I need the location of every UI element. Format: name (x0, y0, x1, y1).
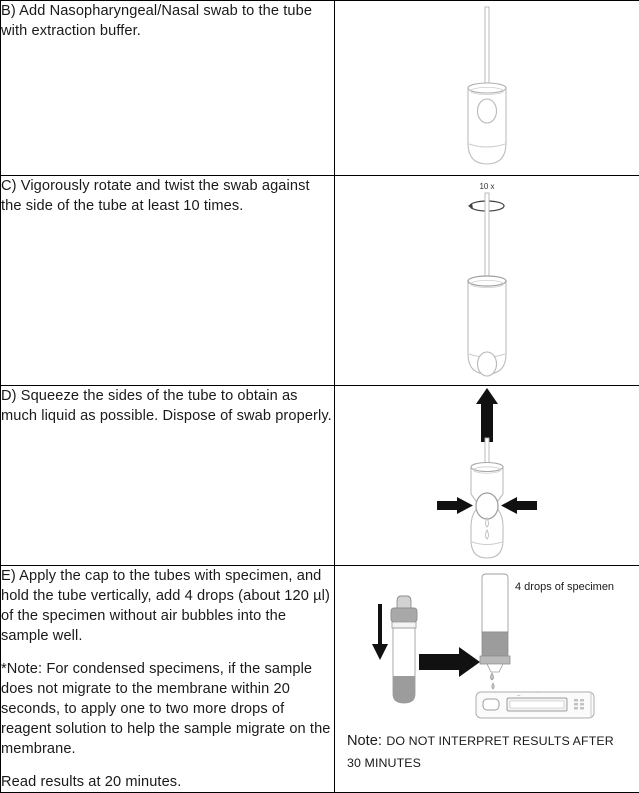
invert-down-arrow-icon (372, 604, 388, 660)
tube-liquid-fill-icon (482, 632, 508, 656)
step-e-instruction: E) Apply the cap to the tubes with specimen, and hold the tube vertically, add 4 drops (about 120 µl) of the specimen without air bubbles into the sample well. (1, 566, 334, 646)
table-row (1, 566, 639, 793)
test-cassette-icon (476, 692, 594, 718)
note-body: DO NOT INTERPRET RESULTS AFTER 30 MINUTES (347, 734, 614, 770)
control-line-mark-icon: – (517, 693, 521, 699)
step-b-text-cell (1, 1, 335, 176)
tube-nozzle-icon (487, 664, 503, 672)
pull-up-arrow-icon (476, 388, 498, 442)
result-strip-icon (510, 701, 564, 708)
swab-rotating-in-tube-figure (335, 176, 639, 385)
tube-nozzle-icon (397, 596, 411, 608)
step-c-figure-cell (335, 176, 639, 386)
test-line-mark-icon: ‾ (535, 692, 539, 699)
tube-bulge-icon (476, 493, 498, 519)
swab-inserted-in-tube-figure (335, 1, 639, 175)
step-d-figure-cell (335, 386, 639, 566)
note-prefix: Note: (347, 733, 382, 749)
tube-liquid-fill-icon (393, 676, 415, 703)
step-b-figure-cell (335, 1, 639, 176)
tube-rim-icon (468, 276, 506, 286)
dispense-drops-into-cassette-figure (335, 566, 639, 724)
tube-rim-icon (468, 83, 506, 93)
liquid-drop-icon (486, 530, 489, 539)
swab-tip-icon (478, 99, 497, 123)
step-e-read-results: Read results at 20 minutes. (1, 772, 334, 792)
table-row (1, 1, 639, 176)
tube-collar-icon (480, 656, 510, 664)
squeeze-arrow-left-icon (437, 497, 473, 514)
step-e-note: *Note: For condensed specimens, if the sample does not migrate to the membrane within 20 seconds, to apply one to two more drops of reagent solution to help the sample migrate on the membrane. (1, 659, 334, 759)
squeeze-arrow-right-icon (501, 497, 537, 514)
table-row (1, 176, 639, 386)
interpretation-note (335, 724, 639, 784)
swab-tip-icon (478, 352, 497, 376)
tube-collar-icon (392, 622, 416, 628)
capped-tube-upright-icon (391, 596, 417, 703)
drops-label: 4 drops of specimen (515, 581, 614, 593)
step-c-instruction: C) Vigorously rotate and twist the swab against the side of the tube at least 10 times. (1, 176, 334, 216)
table-row (1, 386, 639, 566)
rotation-count-label: 10 x (479, 182, 494, 191)
step-d-text-cell (1, 386, 335, 566)
step-d-instruction: D) Squeeze the sides of the tube to obtain as much liquid as possible. Dispose of swab properly. (1, 386, 334, 426)
drop-icon (492, 683, 495, 689)
liquid-drop-icon (486, 518, 489, 527)
step-e-text-cell (1, 566, 335, 793)
tube-cap-icon (391, 608, 417, 622)
tube-body-icon (482, 574, 508, 632)
step-b-instruction: B) Add Nasopharyngeal/Nasal swab to the tube with extraction buffer. (1, 1, 334, 41)
step-e-figure-cell (335, 566, 639, 793)
step-c-text-cell (1, 176, 335, 386)
transfer-arrow-right-icon (419, 647, 480, 677)
squeeze-tube-remove-swab-figure (335, 386, 639, 565)
inverted-dropper-tube-icon (480, 574, 510, 697)
sample-well-icon (483, 699, 499, 710)
drop-icon (491, 673, 494, 680)
